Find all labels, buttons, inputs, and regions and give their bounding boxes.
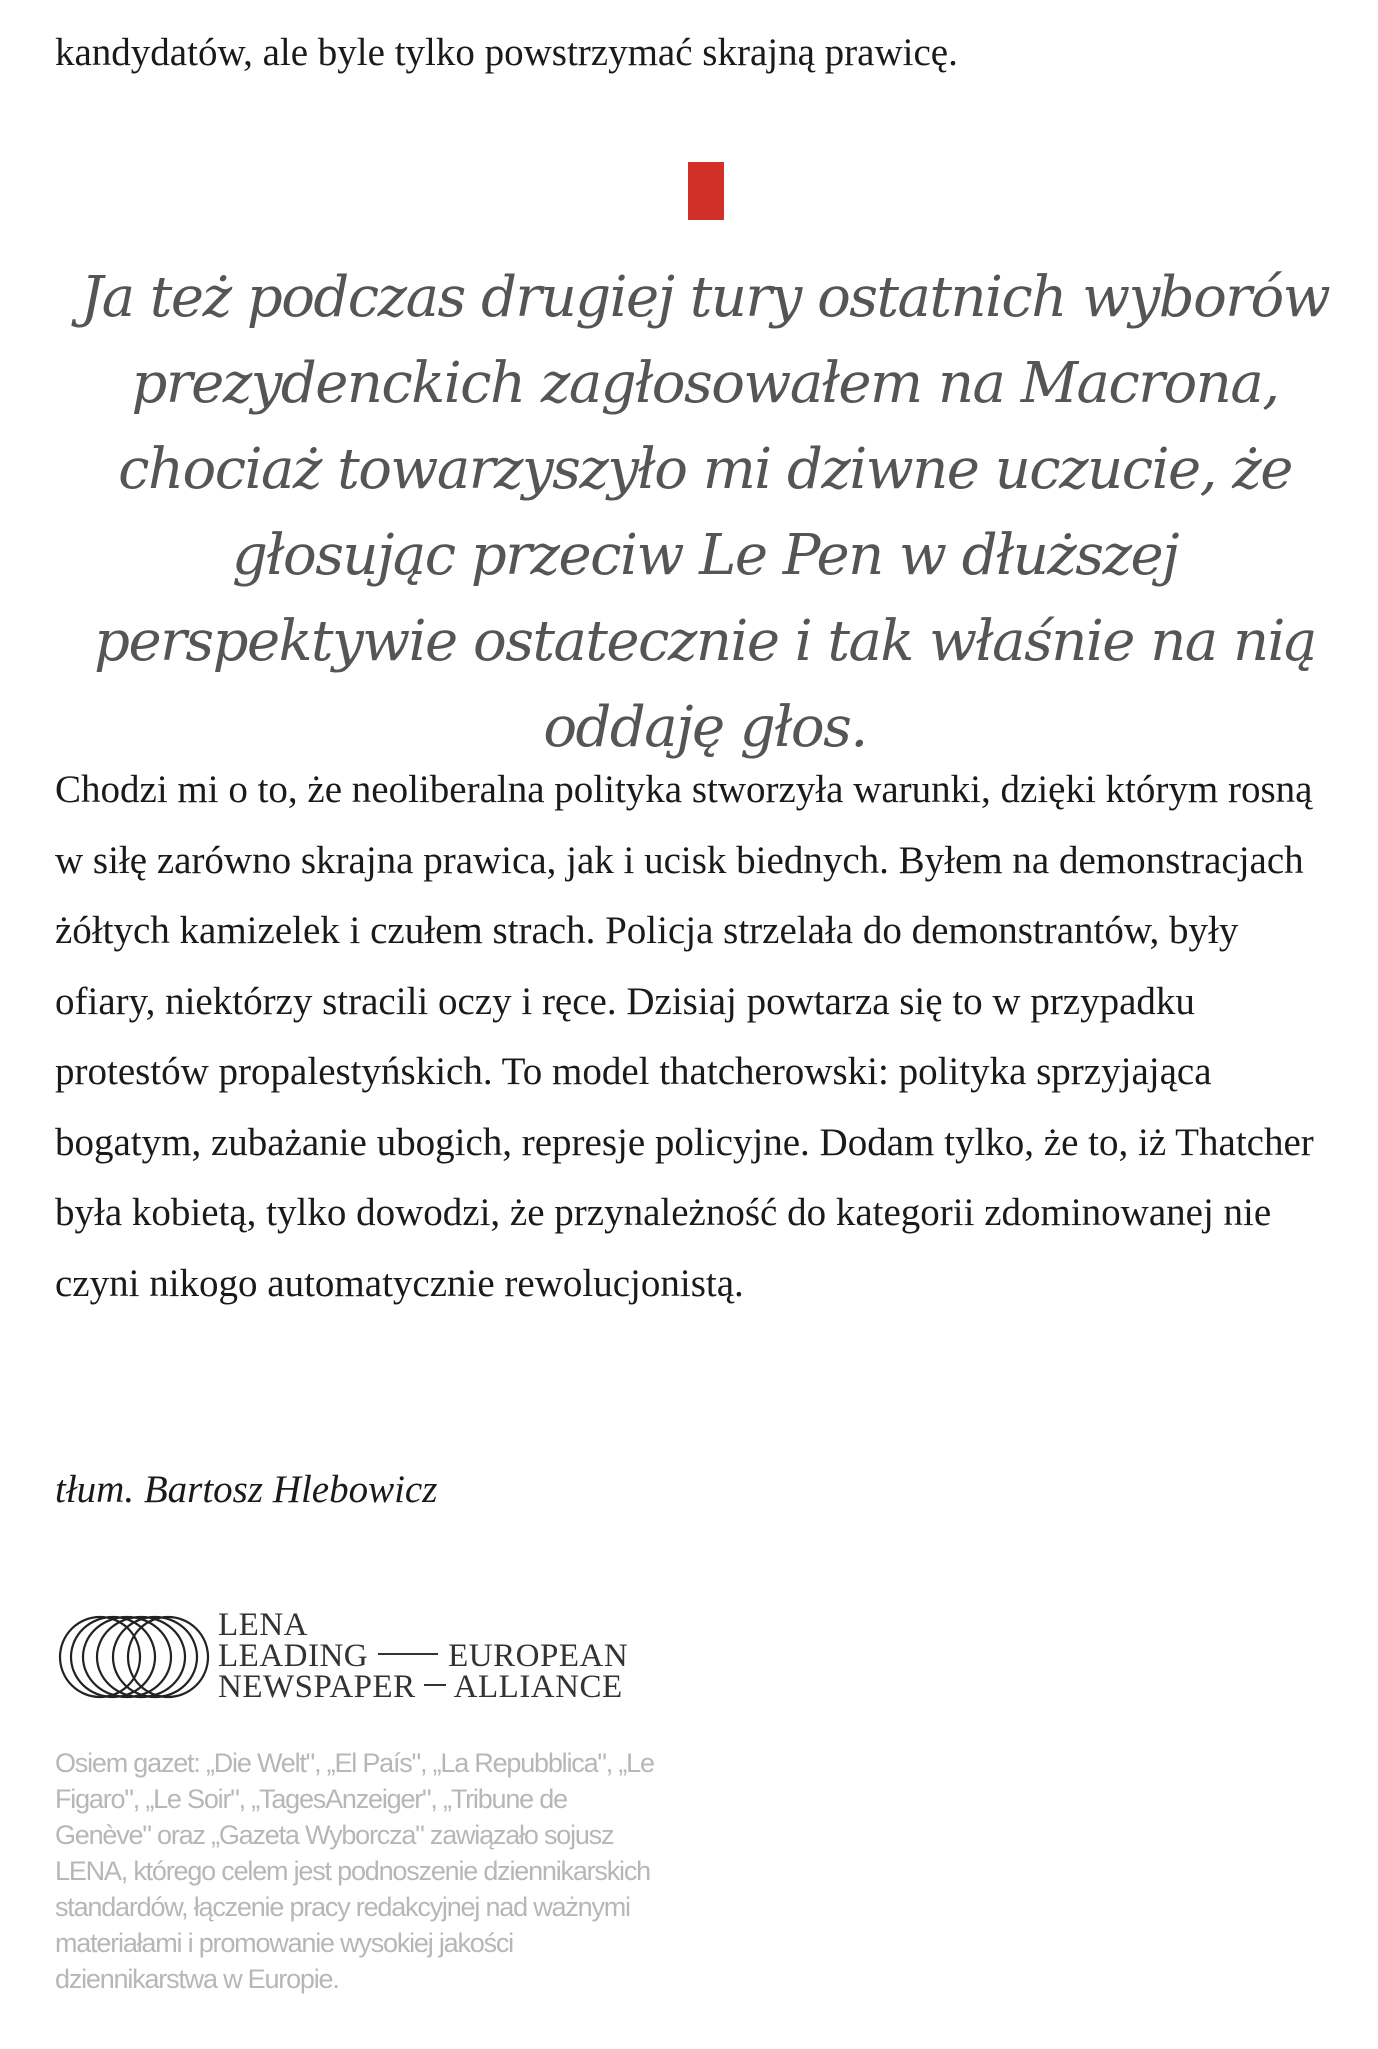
lena-wordmark-leading: LEADING: [218, 1638, 369, 1674]
lena-wordmark-newspaper: NEWSPAPER: [218, 1669, 416, 1705]
lena-wordmark-line1: LENA: [218, 1607, 308, 1643]
article-paragraph: Chodzi mi o to, że neoliberalna polityka stworzyła warunki, dzięki którym rosną w siłę zarówno skrajna prawica, jak i ucisk biednych. Byłem na demonstracjach żółtych kamizelek i czułem strach. Policja strzelała do demonstrantów, były ofiary, niektórzy stracili oczy i ręce. Dzisiaj powtarza się to w przypadku protestów propalestyńskich. To model thatcherowski: polityka sprzyjająca bogatym, zubażanie ubogich, represje policyjne. Dodam tylko, że to, iż Thatcher była kobietą, tylko dowodzi, że przynależność do kategorii zdominowanej nie czyni nikogo automatycznie rewolucjonistą.: [55, 768, 1314, 1305]
pull-quote: Ja też podczas drugiej tury ostatnich wyborów prezydenckich zagłosowałem na Macrona, chociaż towarzyszyło mi dziwne uczucie, że głosując przeciw Le Pen w dłuższej perspektywie ostatecznie i tak właśnie na nią oddaję głos.: [80, 265, 1330, 760]
lena-dash-divider: [424, 1684, 446, 1686]
translator-credit: tłum. Bartosz Hlebowicz: [55, 1468, 438, 1511]
lena-description: Osiem gazet: „Die Welt", „El País", „La Repubblica", „Le Figaro", „Le Soir", „TagesAnzeiger", „Tribune de Genève" oraz „Gazeta Wyborcza" zawiązało sojusz LENA, którego celem jest podnoszenie dziennikarskich standardów, łączenie pracy redakcyjnej nad ważnymi materiałami i promowanie wysokiej jakości dziennikarstwa w Europie.: [55, 1748, 654, 1994]
lena-rings-logo-icon: [55, 1612, 235, 1702]
lena-wordmark-alliance: ALLIANCE: [453, 1669, 623, 1705]
lena-wordmark: [218, 1607, 629, 1705]
article-paragraph-continuation: kandydatów, ale byle tylko powstrzymać skrajną prawicę.: [55, 31, 958, 74]
pull-quote-marker: [688, 162, 724, 220]
lena-wordmark-line2: [218, 1638, 629, 1674]
lena-dash-divider: [378, 1653, 438, 1655]
lena-wordmark-european: EUROPEAN: [448, 1638, 629, 1674]
lena-wordmark-line3: [218, 1669, 628, 1705]
